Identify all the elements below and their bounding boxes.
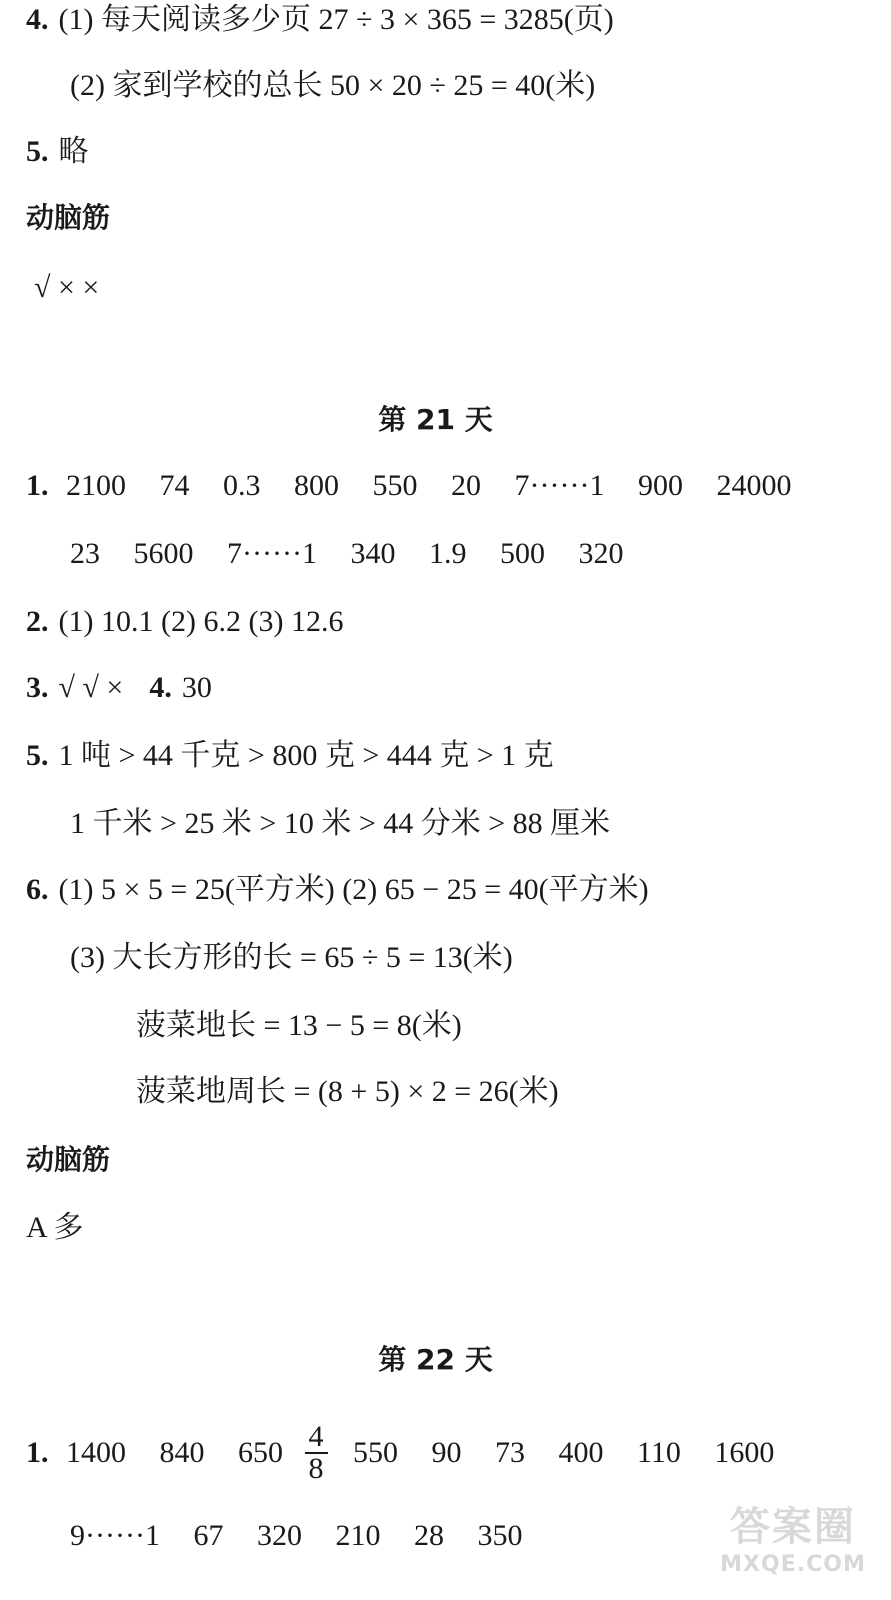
d21-q1-row1 (26, 466, 791, 506)
q4-part2-text: (2) 家到学校的总长 50 × 20 ÷ 25 = 40(米) (70, 69, 596, 102)
question-number: 6. (26, 873, 49, 906)
q4-part1-line (26, 0, 614, 40)
brain-teaser-answer: A 多 (26, 1211, 84, 1244)
question-number: 4. (149, 671, 172, 704)
q4-part1-text: (1) 每天阅读多少页 27 ÷ 3 × 365 = 3285(页) (58, 3, 614, 36)
answer-value: 2100 (66, 469, 126, 502)
d21-q6-line4: 菠菜地周长 = (8 + 5) × 2 = 26(米) (136, 1075, 559, 1108)
d21-q2-line (26, 602, 343, 642)
answer-value: 1.9 (428, 537, 467, 570)
brain-teaser-answer: √ × × (34, 271, 100, 304)
watermark-logo-text: 答案圈 (730, 1504, 856, 1550)
answer-value: 320 (256, 1519, 302, 1552)
answer-value: 110 (637, 1435, 681, 1469)
question-number: 4. (26, 3, 49, 36)
site-watermark (713, 1502, 873, 1592)
q5-text: 略 (58, 135, 89, 168)
answer-value: 67 (193, 1519, 224, 1552)
d21-q6-line1 (26, 870, 649, 910)
answer-value: 500 (499, 537, 545, 570)
answer-value: 90 (431, 1435, 462, 1469)
d21-q3-text: √ √ × (58, 671, 124, 704)
question-number: 3. (26, 671, 49, 704)
question-number: 5. (26, 739, 49, 772)
q5-line (26, 132, 89, 172)
watermark-url: MXQE.COM (720, 1552, 866, 1577)
answer-value: 320 (578, 537, 624, 570)
question-number: 2. (26, 605, 49, 638)
answer-value: 5600 (133, 537, 194, 570)
brain-teaser-heading: 动脑筋 (26, 201, 111, 234)
fraction-numerator: 4 (305, 1422, 328, 1454)
answer-value: 340 (350, 537, 396, 570)
d21-q2-text: (1) 10.1 (2) 6.2 (3) 12.6 (58, 605, 344, 638)
d21-q6-text1: (1) 5 × 5 = 25(平方米) (2) 65 − 25 = 40(平方米) (58, 873, 649, 906)
answer-value: 0.3 (223, 469, 261, 502)
answer-value: 1600 (714, 1435, 775, 1469)
d21-q5-line1 (26, 736, 554, 776)
answer-value: 550 (372, 469, 418, 502)
d21-q5-text1: 1 吨 > 44 千克 > 800 克 > 444 克 > 1 克 (58, 739, 554, 772)
d21-q6-line3: 菠菜地长 = 13 − 5 = 8(米) (136, 1009, 462, 1042)
d22-q1-row2 (70, 1516, 522, 1556)
answer-value: 210 (335, 1519, 381, 1552)
d21-q1-row2 (70, 534, 623, 574)
brain-teaser-heading: 动脑筋 (26, 1143, 111, 1176)
answer-value: 7······1 (514, 469, 605, 502)
fraction-denominator: 8 (308, 1452, 324, 1485)
answer-value: 20 (451, 469, 481, 502)
fraction-answer (305, 1422, 328, 1484)
answer-value: 23 (70, 537, 100, 570)
answer-value: 550 (353, 1435, 398, 1469)
d21-q6-line2: (3) 大长方形的长 = 65 ÷ 5 = 13(米) (70, 941, 513, 974)
answer-value: 800 (294, 469, 339, 502)
answer-value: 74 (159, 469, 190, 502)
question-number: 5. (26, 135, 49, 168)
answer-value: 73 (495, 1435, 525, 1469)
answer-value: 650 (238, 1435, 283, 1469)
q4-part2-line (70, 66, 595, 106)
answer-value: 900 (637, 469, 683, 502)
answer-value: 1400 (66, 1435, 126, 1469)
answer-value: 9······1 (70, 1519, 160, 1552)
day-21-title: 第 21 天 (378, 403, 493, 436)
question-number: 1. (26, 469, 49, 502)
d21-q3-q4-line (26, 668, 212, 708)
d21-q4-text: 30 (181, 671, 212, 704)
answer-value: 7······1 (227, 537, 317, 570)
d22-q1-row1 (26, 1420, 775, 1485)
answer-value: 840 (159, 1435, 205, 1469)
question-number: 1. (26, 1435, 49, 1469)
d21-q5-line2: 1 千米 > 25 米 > 10 米 > 44 分米 > 88 厘米 (70, 807, 611, 840)
answer-value: 28 (413, 1519, 444, 1552)
answer-value: 24000 (716, 469, 792, 502)
day-22-title: 第 22 天 (378, 1343, 493, 1376)
answer-value: 350 (477, 1519, 523, 1552)
answer-value: 400 (558, 1435, 604, 1469)
